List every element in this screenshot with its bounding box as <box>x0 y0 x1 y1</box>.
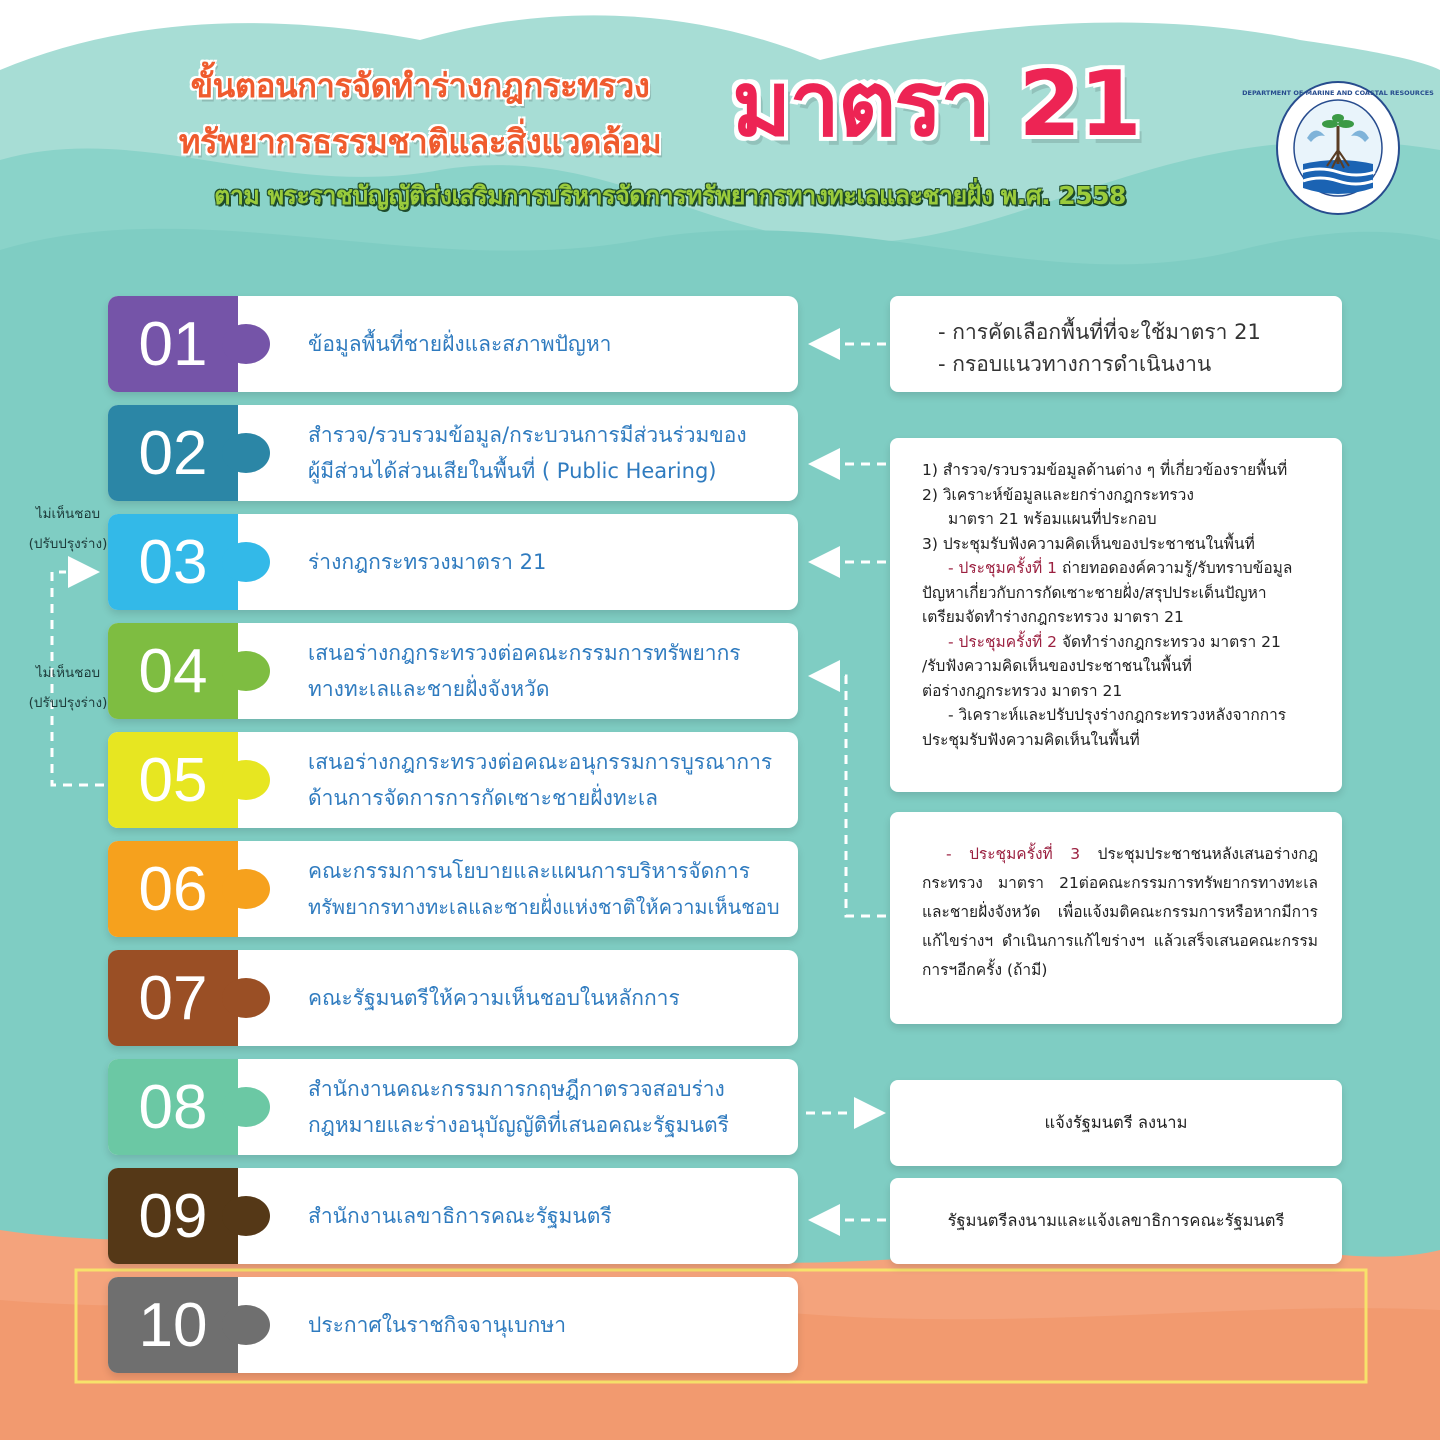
puzzle-knob-icon <box>222 760 270 800</box>
meeting-3-label: - ประชุมครั้งที่ 3 <box>946 845 1081 863</box>
step-08 <box>108 1059 798 1155</box>
puzzle-knob-icon <box>222 542 270 582</box>
step-05 <box>108 732 798 828</box>
step-number: 09 <box>108 1168 238 1264</box>
step-text <box>308 296 788 392</box>
step-line: คณะกรรมการนโยบายและแผนการบริหารจัดการ <box>308 859 750 883</box>
step-line: ข้อมูลพื้นที่ชายฝั่งและสภาพปัญหา <box>308 332 612 356</box>
note-steps-02-03 <box>890 438 1342 792</box>
note-step-09 <box>890 1178 1342 1264</box>
step-04 <box>108 623 798 719</box>
puzzle-knob-icon <box>222 433 270 473</box>
step-09 <box>108 1168 798 1264</box>
note-line: 3) ประชุมรับฟังความคิดเห็นของประชาชนในพื้นที่ <box>922 534 1255 553</box>
side-label-b-line2: (ปรับปรุงร่าง) <box>28 695 108 711</box>
step-line: สำนักงานคณะกรรมการกฤษฎีกาตรวจสอบร่าง <box>308 1077 725 1101</box>
step-text <box>308 623 788 719</box>
step-line: เสนอร่างกฎกระทรวงต่อคณะกรรมการทรัพยากร <box>308 641 741 665</box>
step-06 <box>108 841 798 937</box>
meeting-1-text: ถ่ายทอดองค์ความรู้/รับทราบข้อมูล <box>1057 559 1293 577</box>
title-block <box>100 58 740 170</box>
step-03 <box>108 514 798 610</box>
note-line: มาตรา 21 พร้อมแผนที่ประกอบ <box>948 510 1157 528</box>
step-number: 07 <box>108 950 238 1046</box>
title-line-1: ขั้นตอนการจัดทำร่างกฎกระทรวง <box>190 66 650 105</box>
note-step-04 <box>890 812 1342 1024</box>
step-number: 05 <box>108 732 238 828</box>
step-number: 02 <box>108 405 238 501</box>
step-number: 03 <box>108 514 238 610</box>
step-line: ร่างกฎกระทรวงมาตรา 21 <box>308 550 547 574</box>
note-line: - การคัดเลือกพื้นที่ที่จะใช้มาตรา 21 <box>938 320 1261 344</box>
main-title: มาตรา 21 <box>732 52 1140 157</box>
step-line: กฎหมายและร่างอนุบัญญัติที่เสนอคณะรัฐมนตรี <box>308 1113 729 1137</box>
step-line: ทรัพยากรทางทะเลและชายฝั่งแห่งชาติให้ความเห็นชอบ <box>308 895 780 919</box>
note-line: ต่อร่างกฎกระทรวง มาตรา 21 <box>922 681 1123 700</box>
department-logo <box>1242 80 1434 216</box>
note-line: ประชุมรับฟังความคิดเห็นในพื้นที่ <box>922 730 1140 749</box>
step-text <box>308 514 788 610</box>
meeting-3-text: ประชุมประชาชนหลังเสนอร่างกฎกระทรวง มาตรา 21ต่อคณะกรรมการทรัพยากรทางทะเลและชายฝั่งจังหวัด เพื่อแจ้งมติคณะกรรมการหรือหากมีการแก้ไขร่างฯ ดำเนินการแก้ไขร่างฯ แล้วเสร็จเสนอคณะกรรมการฯอีกครั้ง (ถ้ามี) <box>922 845 1318 979</box>
step-line: สำนักงานเลขาธิการคณะรัฐมนตรี <box>308 1204 612 1228</box>
step-number: 04 <box>108 623 238 719</box>
step-line: ด้านการจัดการการกัดเซาะชายฝั่งทะเล <box>308 786 659 810</box>
step-text <box>308 1059 788 1155</box>
subtitle: ตาม พระราชบัญญัติส่งเสริมการบริหารจัดการทรัพยากรทางทะเลและชายฝั่ง พ.ศ. 2558 <box>214 181 1126 210</box>
puzzle-knob-icon <box>222 324 270 364</box>
step-number: 10 <box>108 1277 238 1373</box>
step-10 <box>108 1277 798 1373</box>
step-number: 08 <box>108 1059 238 1155</box>
note-line: /รับฟังความคิดเห็นของประชาชนในพื้นที่ <box>922 657 1192 675</box>
step-text <box>308 950 788 1046</box>
step-number: 01 <box>108 296 238 392</box>
step-line: ผู้มีส่วนได้ส่วนเสียในพื้นที่ ( Public Hearing) <box>308 459 717 483</box>
note-step-08 <box>890 1080 1342 1166</box>
note-line: แจ้งรัฐมนตรี ลงนาม <box>1044 1113 1188 1132</box>
note-line <box>922 556 1332 581</box>
puzzle-knob-icon <box>222 651 270 691</box>
note-line: เตรียมจัดทำร่างกฎกระทรวง มาตรา 21 <box>922 608 1184 626</box>
puzzle-knob-icon <box>222 1305 270 1345</box>
title-line-2: ทรัพยากรธรรมชาติและสิ่งแวดล้อม <box>178 122 662 161</box>
side-label-b-line1: ไม่เห็นชอบ <box>35 665 101 681</box>
puzzle-knob-icon <box>222 869 270 909</box>
meeting-1-label: - ประชุมครั้งที่ 1 <box>948 559 1058 577</box>
step-07 <box>108 950 798 1046</box>
side-label-a-line1: ไม่เห็นชอบ <box>35 506 101 522</box>
step-text <box>308 1168 788 1264</box>
meeting-2-text: จัดทำร่างกฎกระทรวง มาตรา 21 <box>1057 632 1281 651</box>
step-number: 06 <box>108 841 238 937</box>
note-line: รัฐมนตรีลงนามและแจ้งเลขาธิการคณะรัฐมนตรี <box>947 1211 1285 1230</box>
step-02 <box>108 405 798 501</box>
step-text <box>308 1277 788 1373</box>
note-line: ปัญหาเกี่ยวกับการกัดเซาะชายฝั่ง/สรุปประเด็นปัญหา <box>922 583 1267 602</box>
step-01 <box>108 296 798 392</box>
logo-text: DEPARTMENT OF MARINE AND COASTAL RESOURCES <box>1242 89 1434 97</box>
step-line: สำรวจ/รวบรวมข้อมูล/กระบวนการมีส่วนร่วมของ <box>308 423 747 447</box>
step-line: เสนอร่างกฎกระทรวงต่อคณะอนุกรรมการบูรณาการ <box>308 750 773 774</box>
note-line: 1) สำรวจ/รวบรวมข้อมูลด้านต่าง ๆ ที่เกี่ยวข้องรายพื้นที่ <box>922 461 1288 479</box>
note-line <box>922 630 1332 655</box>
step-line: คณะรัฐมนตรีให้ความเห็นชอบในหลักการ <box>308 986 680 1010</box>
note-line: - กรอบแนวทางการดำเนินงาน <box>938 352 1212 376</box>
side-label-a-line2: (ปรับปรุงร่าง) <box>28 536 108 552</box>
puzzle-knob-icon <box>222 978 270 1018</box>
note-line: - วิเคราะห์และปรับปรุงร่างกฎกระทรวงหลังจากการ <box>948 706 1287 724</box>
note-step-01 <box>890 296 1342 392</box>
step-line: ประกาศในราชกิจจานุเบกษา <box>308 1313 566 1337</box>
puzzle-knob-icon <box>222 1196 270 1236</box>
meeting-2-label: - ประชุมครั้งที่ 2 <box>948 632 1058 651</box>
step-text <box>308 732 788 828</box>
step-text <box>308 405 788 501</box>
note-line: 2) วิเคราะห์ข้อมูลและยกร่างกฎกระทรวง <box>922 485 1194 504</box>
puzzle-knob-icon <box>222 1087 270 1127</box>
step-line: ทางทะเลและชายฝั่งจังหวัด <box>308 677 550 701</box>
step-text <box>308 841 788 937</box>
